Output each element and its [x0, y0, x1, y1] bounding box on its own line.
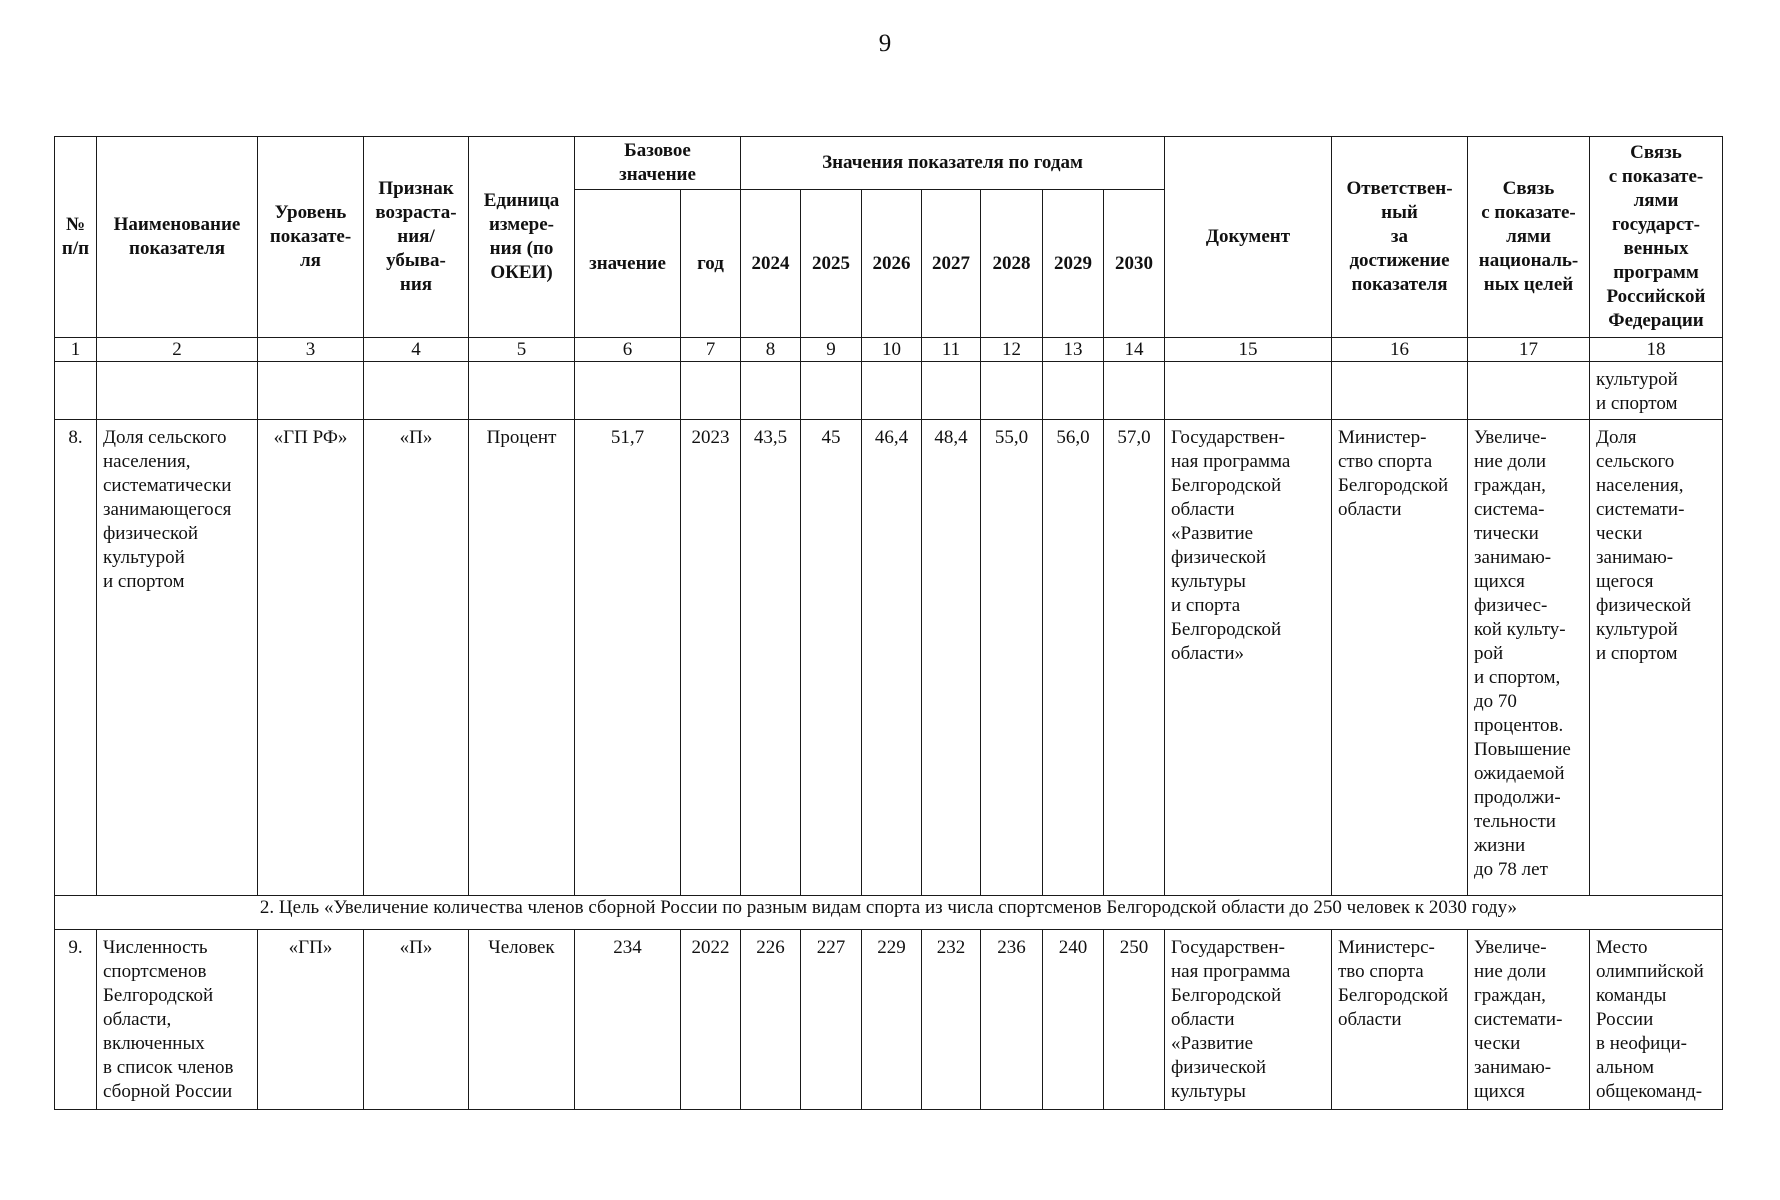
document: Государствен- ная программа Белгородской области «Развитие физической культуры [1165, 930, 1332, 1110]
column-number: 8 [741, 338, 801, 362]
indicator-name: Доля сельского населения, систематически занимающегося физической культурой и спортом [97, 420, 258, 896]
column-number: 16 [1332, 338, 1468, 362]
column-number: 5 [469, 338, 575, 362]
year-value: 43,5 [741, 420, 801, 896]
state-programs-link: Место олимпийской команды России в неофици- альном общекоманд- [1590, 930, 1723, 1110]
header-base-year: год [681, 190, 741, 338]
table-row [55, 420, 1723, 896]
year-value: 229 [862, 930, 922, 1110]
header-year: 2029 [1043, 190, 1104, 338]
page-number: 9 [878, 30, 892, 57]
column-number: 15 [1165, 338, 1332, 362]
column-number: 12 [981, 338, 1043, 362]
continuation-row [55, 362, 1723, 420]
year-value: 56,0 [1043, 420, 1104, 896]
table-row [55, 930, 1723, 1110]
responsible: Министерс- тво спорта Белгородской области [1332, 930, 1468, 1110]
indicator-name: Численность спортсменов Белгородской области, включенных в список членов сборной России [97, 930, 258, 1110]
indicator-unit: Процент [469, 420, 575, 896]
header-base-value: значение [575, 190, 681, 338]
header-year: 2024 [741, 190, 801, 338]
header-year: 2030 [1104, 190, 1165, 338]
column-number: 10 [862, 338, 922, 362]
header-national-goals: Связь с показате- лями националь- ных целей [1468, 137, 1590, 338]
column-number: 11 [922, 338, 981, 362]
column-number: 4 [364, 338, 469, 362]
column-number: 6 [575, 338, 681, 362]
continuation-state-programs: культурой и спортом [1590, 362, 1723, 420]
header-responsible: Ответствен- ный за достижение показателя [1332, 137, 1468, 338]
header-year: 2025 [801, 190, 862, 338]
year-value: 240 [1043, 930, 1104, 1110]
base-value: 234 [575, 930, 681, 1110]
column-number: 1 [55, 338, 97, 362]
indicator-unit: Человек [469, 930, 575, 1110]
header-level: Уровень показате- ля [258, 137, 364, 338]
row-number: 8. [55, 420, 97, 896]
year-value: 46,4 [862, 420, 922, 896]
national-goals-link: Увеличе- ние доли граждан, системати- чески занимаю- щихся [1468, 930, 1590, 1110]
year-value: 227 [801, 930, 862, 1110]
year-value: 250 [1104, 930, 1165, 1110]
header-document: Документ [1165, 137, 1332, 338]
year-value: 232 [922, 930, 981, 1110]
year-value: 48,4 [922, 420, 981, 896]
base-value: 51,7 [575, 420, 681, 896]
state-programs-link: Доля сельского населения, системати- чески занимаю- щегося физической культурой и спортом [1590, 420, 1723, 896]
header-sign: Признак возраста- ния/ убыва- ния [364, 137, 469, 338]
column-numbers-row [55, 338, 1723, 362]
responsible: Министер- ство спорта Белгородской области [1332, 420, 1468, 896]
header-state-programs: Связь с показате- лями государст- венных программ Российской Федерации [1590, 137, 1723, 338]
year-value: 55,0 [981, 420, 1043, 896]
header-year: 2028 [981, 190, 1043, 338]
indicator-level: «ГП РФ» [258, 420, 364, 896]
column-number: 3 [258, 338, 364, 362]
header-name: Наименование показателя [97, 137, 258, 338]
national-goals-link: Увеличе- ние доли граждан, система- тически занимаю- щихся физичес- кой культу- рой и спортом, до 70 процентов. Повышение ожидаемой продолжи- тельности жизни до 78 лет [1468, 420, 1590, 896]
column-number: 14 [1104, 338, 1165, 362]
header-base-group: Базовое значение [575, 137, 741, 190]
year-value: 236 [981, 930, 1043, 1110]
column-number: 2 [97, 338, 258, 362]
header-no: № п/п [55, 137, 97, 338]
column-number: 13 [1043, 338, 1104, 362]
year-value: 57,0 [1104, 420, 1165, 896]
column-number: 18 [1590, 338, 1723, 362]
row-number: 9. [55, 930, 97, 1110]
column-number: 17 [1468, 338, 1590, 362]
header-year: 2026 [862, 190, 922, 338]
indicator-sign: «П» [364, 420, 469, 896]
header-years-group: Значения показателя по годам [741, 137, 1165, 190]
base-year: 2023 [681, 420, 741, 896]
header-year: 2027 [922, 190, 981, 338]
base-year: 2022 [681, 930, 741, 1110]
year-value: 226 [741, 930, 801, 1110]
document: Государствен- ная программа Белгородской области «Развитие физической культуры и спорта Белгородской области» [1165, 420, 1332, 896]
indicator-sign: «П» [364, 930, 469, 1110]
goal-text: 2. Цель «Увеличение количества членов сборной России по разным видам спорта из числа спортсменов Белгородской области до 250 человек к 2030 году» [55, 896, 1723, 930]
column-number: 7 [681, 338, 741, 362]
indicators-table [54, 136, 1723, 1110]
year-value: 45 [801, 420, 862, 896]
goal-row [55, 896, 1723, 930]
header-unit: Единица измере- ния (по ОКЕИ) [469, 137, 575, 338]
indicator-level: «ГП» [258, 930, 364, 1110]
column-number: 9 [801, 338, 862, 362]
